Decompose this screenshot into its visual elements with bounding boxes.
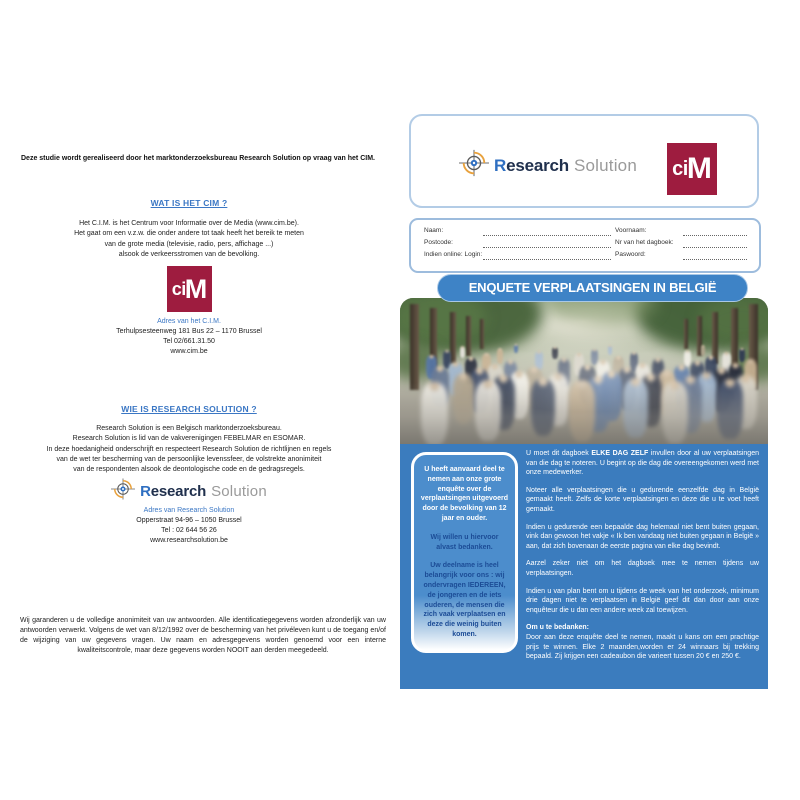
cim-address-line: Tel 02/661.31.50 <box>163 337 215 345</box>
rs-logo-solution-word: Solution <box>211 483 267 500</box>
welcome-box <box>411 452 518 653</box>
cim-description-line: van de grote media (televisie, radio, pers, affichage ...) <box>104 240 274 248</box>
instructions-column <box>526 449 759 670</box>
cim-logo <box>667 143 717 195</box>
thank-you-paragraph: Wij willen u hiervoor alvast bedanken. <box>430 533 499 551</box>
login-label: Indien online: Login: <box>424 251 483 258</box>
rs-description <box>0 424 378 475</box>
heading-wat-is-het-cim: WAT IS HET CIM ? <box>150 198 228 208</box>
welcome-paragraph: U heeft aanvaard deel te nemen aan onze grote enquête over de verplaatsingen uitgevoerd door de bevolking van 12 jaar en ouder. <box>420 466 509 522</box>
postcode-field[interactable] <box>483 240 611 248</box>
cim-logo <box>167 266 212 312</box>
rs-description-line: Research Solution is een Belgisch marktonderzoeksbureau. <box>96 425 282 432</box>
privacy-guarantee-paragraph: Wij garanderen u de volledige anonimiteit van uw antwoorden. Alle identificatiegegevens worden afzonderlijk van uw antwoorden verwerkt. Volgens de wet van 8/12/1992 over de bescherming van het privéleven kunt u de toegang en/of de wijziging van uw gegevens vragen. Uw naam en adresgegevens worden genoemd voor een interne kwaliteitscontrole, maar deze gegevens worden NOOIT aan derden meegedeeld. <box>20 617 386 654</box>
rs-website-link: www.researchsolution.be <box>150 536 228 544</box>
study-intro-line: Deze studie wordt gerealiseerd door het marktonderzoeksbureau Research Solution op vraag van het CIM. <box>21 155 375 162</box>
paswoord-label: Paswoord: <box>615 251 646 258</box>
cim-address-line: Terhulpsesteenweg 181 Bus 22 – 1170 Brussel <box>116 328 262 335</box>
reward-paragraph: Om u te bedanken: Door aan deze enquête deel te nemen, maakt u kans om een prachtige prijs te winnen. Elke 2 maanden,worden er 24 winnaars bij trekking bepaald. Zij krijgen een cadeaubon die varieert tussen 20 € en 250 €. <box>526 624 759 661</box>
photo-haze <box>400 298 768 444</box>
form-row <box>411 227 759 237</box>
research-solution-logo <box>459 148 637 183</box>
participant-form-box <box>409 218 761 273</box>
cim-address-caption: Adres van het C.I.M. <box>157 318 221 325</box>
rs-logo-solution-word: Solution <box>573 155 637 175</box>
rs-address <box>0 516 378 545</box>
cim-description-line: Het C.I.M. is het Centrum voor Informatie over de Media (www.cim.be). <box>79 220 299 227</box>
cim-description-line: alsook de verkeersstromen van de bevolking. <box>118 250 260 258</box>
header-logo-box <box>409 114 759 208</box>
form-row <box>411 251 759 261</box>
research-solution-logo <box>0 477 378 506</box>
instructions-panel <box>400 444 768 689</box>
cim-logo-text: ci <box>171 278 186 299</box>
rs-logo-research-word: Research <box>494 155 569 175</box>
instruction-paragraph: Aarzel zeker niet om het dagboek mee te nemen tijdens uw verplaatsingen. <box>526 560 759 577</box>
instruction-paragraph: Indien u gedurende een bepaalde dag helemaal niet bent buiten gegaan, vink dan gewoon het vakje « Ik ben vandaag niet buiten gegaan in België » aan, dat zich bovenaan de eerste pagina van elke dag bevindt. <box>526 523 759 550</box>
crosshair-target-icon <box>459 148 489 183</box>
cim-website-link: www.cim.be <box>170 347 208 355</box>
crosshair-target-icon <box>111 477 135 506</box>
cim-description-line: Het gaat om een v.z.w. die onder andere tot taak heeft het bereik te meten <box>74 230 304 238</box>
postcode-label: Postcode: <box>424 239 453 246</box>
cim-logo-text: M <box>686 152 712 185</box>
instruction-paragraph: Noteer alle verplaatsingen die u gedurende eenzelfde dag in België gemaakt heeft. Zelfs de korte verplaatsingen en deze die u te voet heeft gemaakt. <box>526 486 759 513</box>
street-photo <box>400 298 768 444</box>
cim-description <box>0 219 378 260</box>
paswoord-field[interactable] <box>683 252 747 260</box>
instruction-paragraph: U moet dit dagboek ELKE DAG ZELF invullen door al uw verplaatsingen van die dag te noteren. U begint op die dag die overeengekomen werd met onze medewerker. <box>526 450 759 477</box>
rs-address-line: Opperstraat 94-96 – 1050 Brussel <box>136 517 242 524</box>
naam-field[interactable] <box>483 228 611 236</box>
cim-logo-text: ci <box>672 157 688 180</box>
participation-paragraph: Uw deelname is heel belangrijk voor ons : wij ondervragen IEDEREEN, de jongeren en de iets ouderen, de mensen die zich vaak verplaatsen en deze die weinig buiten komen. <box>423 562 506 638</box>
cim-address <box>0 327 378 356</box>
rs-description-line: Research Solution is lid van de vakverenigingen FEBELMAR en ESOMAR. <box>72 435 306 443</box>
voornaam-field[interactable] <box>683 228 747 236</box>
rs-address-caption: Adres van Research Solution <box>143 507 235 514</box>
heading-wie-is-research-solution: WIE IS RESEARCH SOLUTION ? <box>121 404 257 414</box>
rs-address-line: Tel : 02 644 56 26 <box>161 526 217 534</box>
rs-description-line: van de wet ter bescherming van de persoonlijke levenssfeer, de volstrekte anonimiteit <box>56 455 322 463</box>
naam-label: Naam: <box>424 227 444 234</box>
rs-description-line: van de respondenten alsook de deontologische code en de gedragsregels. <box>73 466 305 474</box>
form-row <box>411 239 759 249</box>
instruction-paragraph: Indien u van plan bent om u tijdens de week van het onderzoek, minimum drie dagen niet te verplaatsen in België geef dit dan door aan onze enquêteur die u dan een andere week zal toewijzen. <box>526 587 759 614</box>
cim-logo-text: M <box>184 273 208 304</box>
survey-title-banner: ENQUETE VERPLAATSINGEN IN BELGIË <box>437 274 748 302</box>
voornaam-label: Voornaam: <box>615 227 647 234</box>
rs-description-line: In deze hoedanigheid onderschrijft en respecteert Research Solution de richtlijnen en regels <box>46 445 332 453</box>
dagboeknummer-label: Nr van het dagboek: <box>615 239 674 246</box>
dagboeknummer-field[interactable] <box>683 240 747 248</box>
login-field[interactable] <box>483 252 611 260</box>
rs-logo-research-word: Research <box>140 483 207 500</box>
